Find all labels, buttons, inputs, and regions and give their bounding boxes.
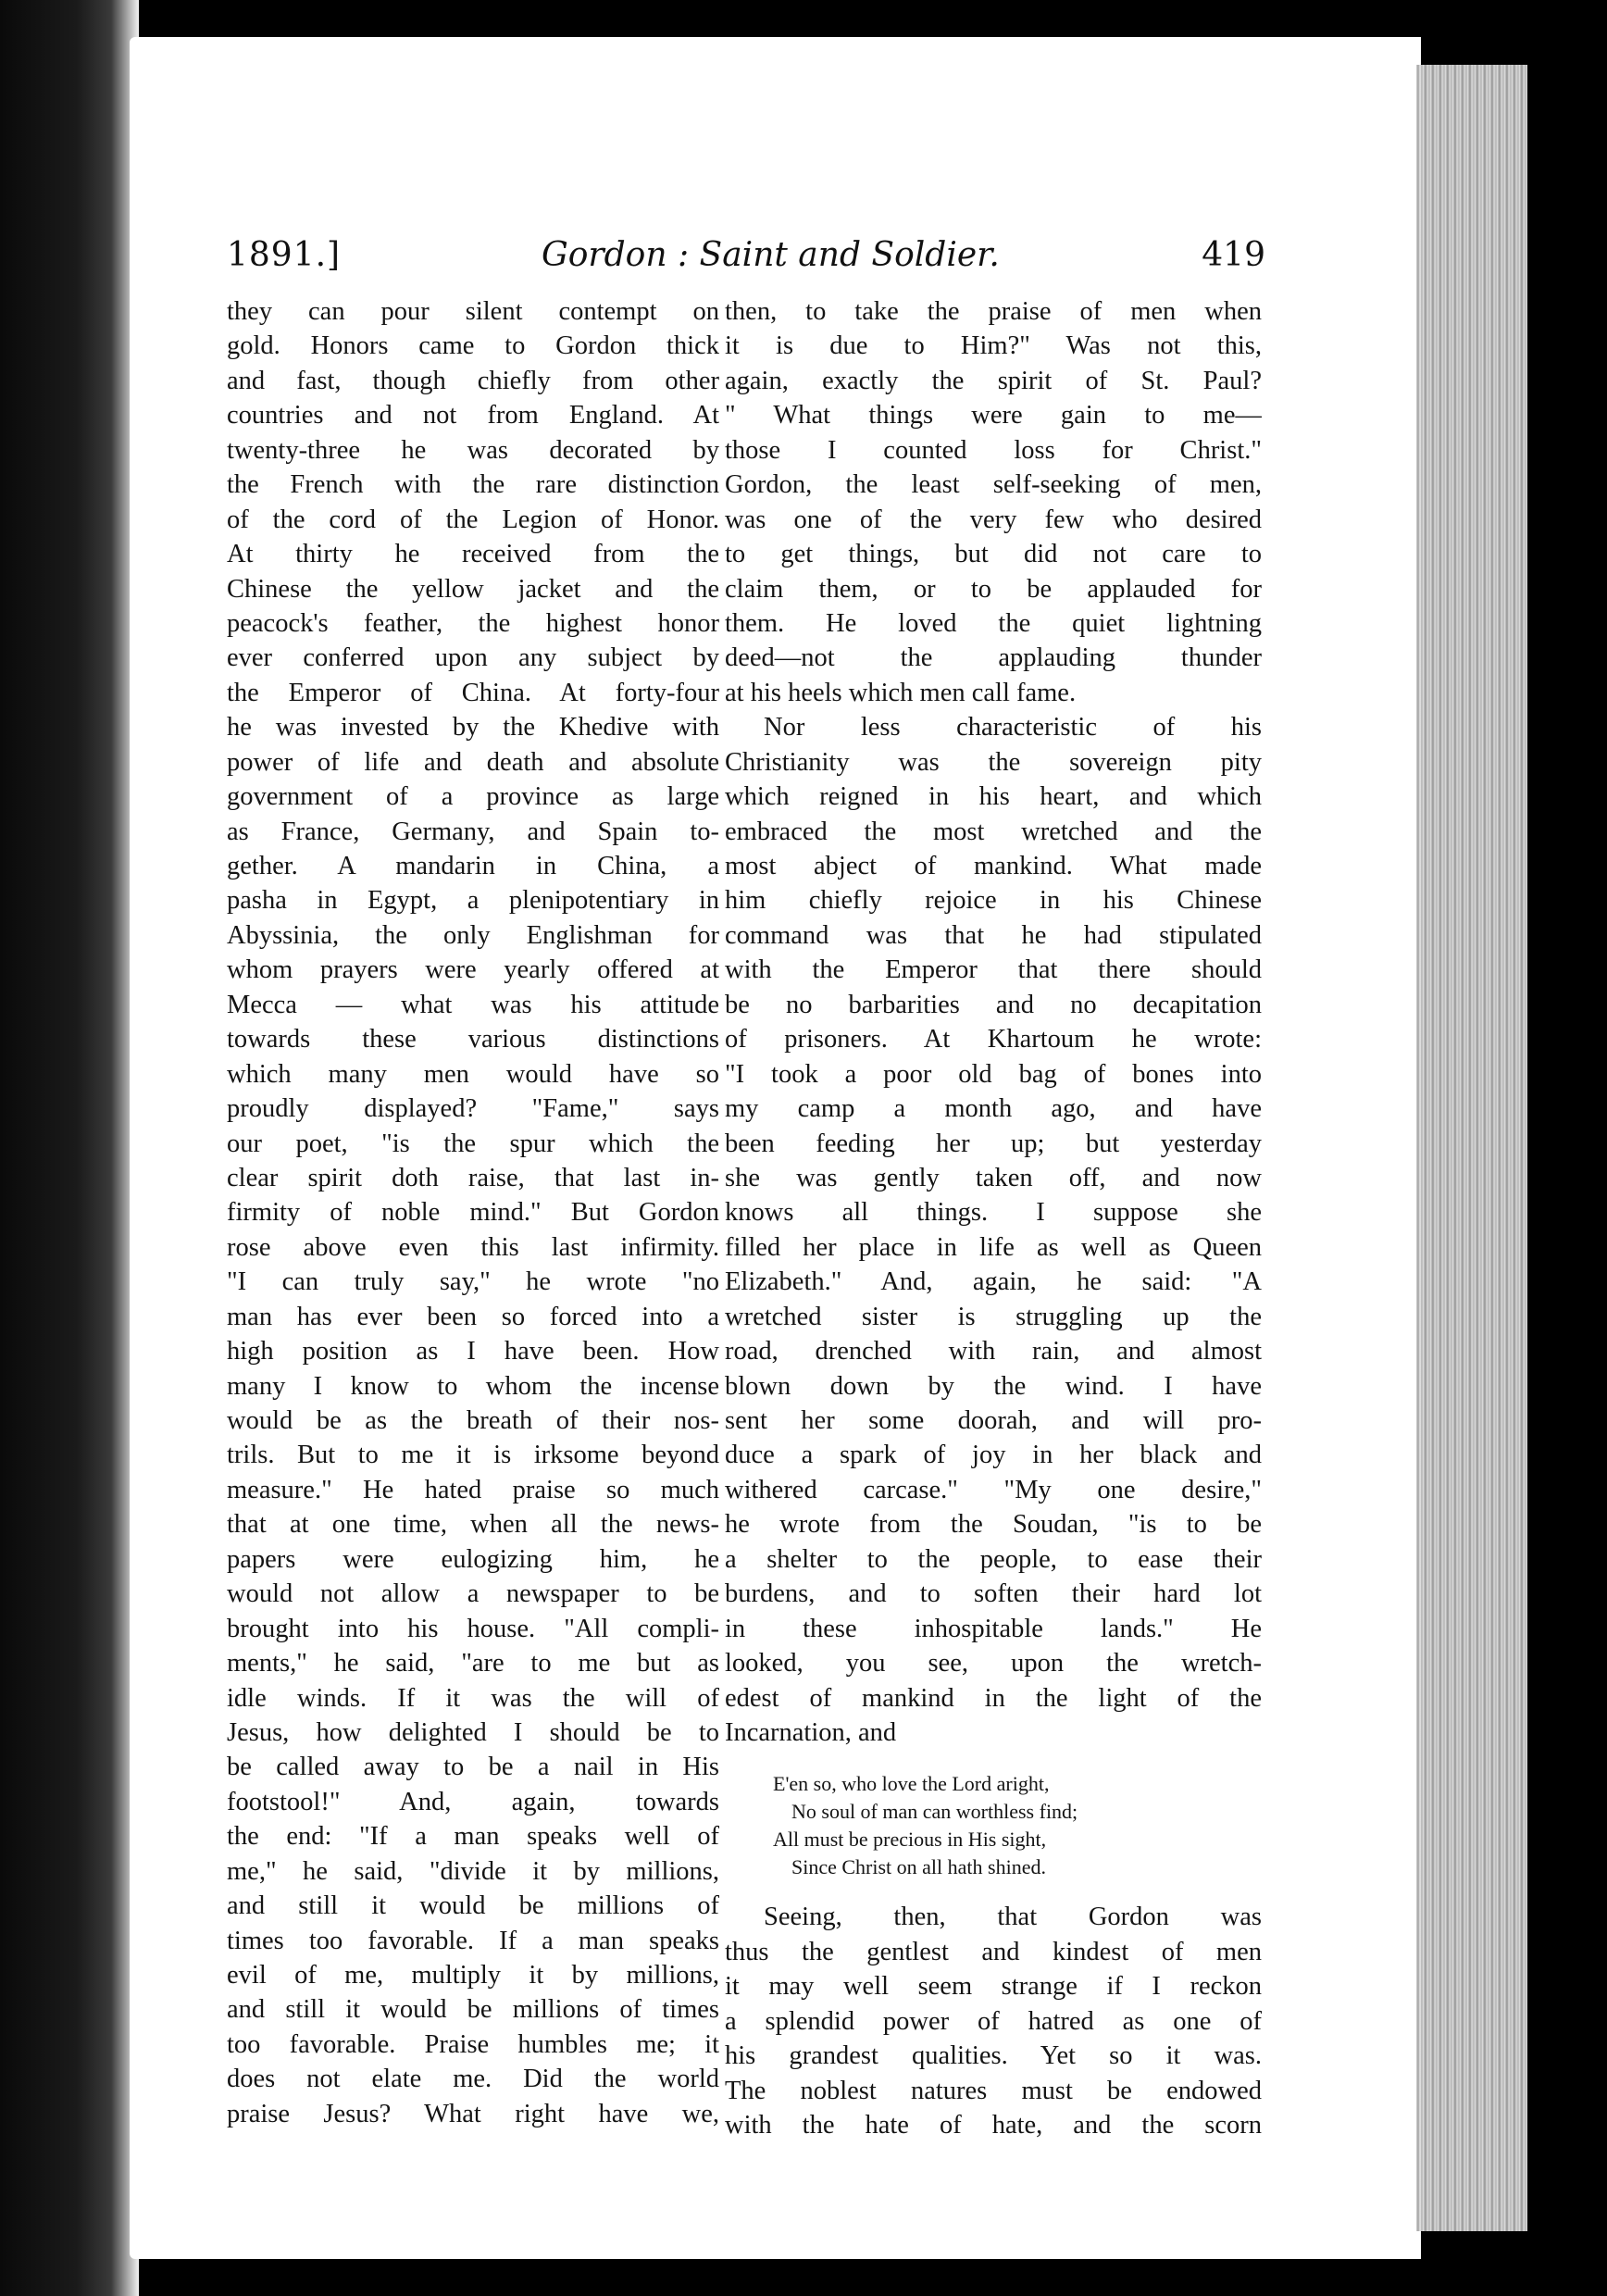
text-line: be no barbarities and no decapitation — [725, 990, 1262, 1019]
text-line: of prisoners. At Khartoum he wrote: — [725, 1025, 1262, 1054]
text-line: a shelter to the people, to ease their — [725, 1544, 1262, 1574]
text-line: Abyssinia, the only Englishman for — [227, 920, 719, 950]
text-line: he was invested by the Khedive with — [227, 713, 719, 742]
text-line: many I know to whom the incense — [227, 1371, 719, 1401]
text-line: Incarnation, and — [725, 1717, 897, 1747]
text-line: " What things were gain to me— — [725, 401, 1262, 430]
text-line: too favorable. Praise humbles me; it — [227, 2029, 719, 2059]
text-line: was one of the very few who desired — [725, 505, 1262, 534]
text-line: in these inhospitable lands." He — [725, 1614, 1262, 1643]
text-line: and fast, though chiefly from other — [227, 366, 719, 395]
text-line: Christianity was the sovereign pity — [725, 747, 1262, 777]
text-line: measure." He hated praise so much — [227, 1475, 719, 1504]
text-line: edest of mankind in the light of the — [725, 1683, 1262, 1713]
text-line: does not elate me. Did the world — [227, 2065, 719, 2094]
text-line: The noblest natures must be endowed — [725, 2076, 1262, 2105]
text-line: pasha in Egypt, a plenipotentiary in — [227, 886, 719, 916]
text-line: gold. Honors came to Gordon thick — [227, 331, 719, 361]
text-line: then, to take the praise of men when — [725, 297, 1262, 326]
text-line: ever conferred upon any subject by — [227, 643, 719, 673]
text-line: sent her some doorah, and will pro- — [725, 1406, 1262, 1435]
text-line: he wrote from the Soudan, "is to be — [725, 1510, 1262, 1540]
text-line: At thirty he received from the — [227, 540, 719, 569]
text-line: that at one time, when all the news- — [227, 1510, 719, 1540]
poem-stanza — [725, 1770, 1262, 1881]
text-line: Gordon, the least self-seeking of men, — [725, 470, 1262, 500]
text-line: Elizabeth." And, again, he said: "A — [725, 1267, 1262, 1297]
text-line: papers were eulogizing him, he — [227, 1544, 719, 1574]
text-line: road, drenched with rain, and almost — [725, 1337, 1262, 1366]
poem-line: E'en so, who love the Lord aright, — [773, 1772, 1050, 1796]
text-line: wretched sister is struggling up the — [725, 1302, 1262, 1331]
text-line: to get things, but did not care to — [725, 540, 1262, 569]
poem-line: No soul of man can worthless find; — [791, 1800, 1078, 1824]
text-line: evil of me, multiply it by millions, — [227, 1961, 719, 1990]
text-line: Jesus, how delighted I should be to — [227, 1717, 719, 1747]
text-line: "I took a poor old bag of bones into — [725, 1059, 1262, 1089]
text-line: times too favorable. If a man speaks — [227, 1926, 719, 1955]
text-line: rose above even this last infirmity. — [227, 1232, 719, 1262]
poem-line: Since Christ on all hath shined. — [791, 1855, 1046, 1879]
text-line: towards these various distinctions — [227, 1025, 719, 1054]
text-line: the Emperor of China. At forty-four — [227, 678, 719, 707]
text-line: trils. But to me it is irksome beyond — [227, 1441, 719, 1470]
text-line: they can pour silent contempt on — [227, 297, 719, 326]
text-line: duce a spark of joy in her black and — [725, 1441, 1262, 1470]
text-line: brought into his house. "All compli- — [227, 1614, 719, 1643]
text-line: proudly displayed? "Fame," says — [227, 1094, 719, 1124]
text-line: command was that he had stipulated — [725, 920, 1262, 950]
text-line: it may well seem strange if I reckon — [725, 1972, 1262, 2002]
text-line: our poet, "is the spur which the — [227, 1129, 719, 1158]
left-column — [227, 294, 719, 2131]
text-line: knows all things. I suppose she — [725, 1198, 1262, 1228]
text-line: of the cord of the Legion of Honor. — [227, 505, 719, 534]
text-line: Chinese the yellow jacket and the — [227, 574, 719, 604]
text-line: his grandest qualities. Yet so it was. — [725, 2041, 1262, 2071]
text-line: clear spirit doth raise, that last in- — [227, 1163, 719, 1192]
text-line: the French with the rare distinction — [227, 470, 719, 500]
text-line: a splendid power of hatred as one of — [725, 2006, 1262, 2036]
text-line: countries and not from England. At — [227, 401, 719, 430]
text-line: firmity of noble mind." But Gordon — [227, 1198, 719, 1228]
text-line: at his heels which men call fame. — [725, 678, 1077, 707]
text-line: burdens, and to soften their hard lot — [725, 1579, 1262, 1609]
text-line: as France, Germany, and Spain to- — [227, 817, 719, 846]
text-line: which many men would have so — [227, 1059, 719, 1089]
text-line: most abject of mankind. What made — [725, 852, 1262, 880]
text-line: them. He loved the quiet lightning — [725, 608, 1262, 638]
text-line: praise Jesus? What right have we, — [227, 2099, 719, 2128]
text-line: footstool!" And, again, towards — [227, 1787, 719, 1816]
text-line: filled her place in life as well as Queen — [725, 1232, 1262, 1262]
text-line: government of a province as large — [227, 782, 719, 812]
text-line: again, exactly the spirit of St. Paul? — [725, 366, 1262, 395]
text-line: high position as I have been. How — [227, 1337, 719, 1366]
text-line: power of life and death and absolute — [227, 747, 719, 777]
text-line: idle winds. If it was the will of — [227, 1683, 719, 1713]
text-line: twenty-three he was decorated by — [227, 435, 719, 465]
text-line: with the Emperor that there should — [725, 955, 1262, 985]
text-line: deed—not the applauding thunder — [725, 643, 1262, 673]
running-header — [227, 236, 1265, 292]
text-line: would not allow a newspaper to be — [227, 1579, 719, 1609]
text-line: would be as the breath of their nos- — [227, 1406, 719, 1435]
text-line: be called away to be a nail in His — [227, 1753, 719, 1782]
text-line: withered carcase." "My one desire," — [725, 1475, 1262, 1504]
text-line: him chiefly rejoice in his Chinese — [725, 886, 1262, 916]
text-line: thus the gentlest and kindest of men — [725, 1937, 1262, 1966]
text-line: gether. A mandarin in China, a — [227, 852, 719, 880]
text-line: Nor less characteristic of his — [764, 713, 1262, 742]
text-line: whom prayers were yearly offered at — [227, 955, 719, 985]
text-line: with the hate of hate, and the scorn — [725, 2111, 1262, 2140]
text-line: my camp a month ago, and have — [725, 1094, 1262, 1124]
text-line: ments," he said, "are to me but as — [227, 1649, 719, 1678]
text-line: blown down by the wind. I have — [725, 1371, 1262, 1401]
page-edges — [1416, 65, 1527, 2231]
text-line: claim them, or to be applauded for — [725, 574, 1262, 604]
text-line: the end: "If a man speaks well of — [227, 1822, 719, 1852]
poem-line: All must be precious in His sight, — [773, 1828, 1047, 1852]
gutter-shadow — [0, 0, 139, 2296]
text-line: peacock's feather, the highest honor — [227, 608, 719, 638]
right-column — [725, 294, 1262, 2142]
text-line: Seeing, then, that Gordon was — [764, 1903, 1262, 1932]
header-year: 1891.] — [227, 236, 342, 274]
text-line: Mecca — what was his attitude — [227, 990, 719, 1019]
text-line: which reigned in his heart, and which — [725, 782, 1262, 812]
text-line: those I counted loss for Christ." — [725, 435, 1262, 465]
text-line: she was gently taken off, and now — [725, 1163, 1262, 1192]
text-line: and still it would be millions of — [227, 1891, 719, 1921]
text-line: embraced the most wretched and the — [725, 817, 1262, 846]
page-number: 419 — [1202, 236, 1265, 274]
text-line: been feeding her up; but yesterday — [725, 1129, 1262, 1158]
text-line: man has ever been so forced into a — [227, 1302, 719, 1331]
text-line: and still it would be millions of times — [227, 1995, 719, 2025]
header-title: Gordon : Saint and Soldier. — [542, 236, 1000, 274]
text-line: it is due to Him?" Was not this, — [725, 331, 1262, 361]
text-line: me," he said, "divide it by millions, — [227, 1856, 719, 1886]
text-line: looked, you see, upon the wretch- — [725, 1649, 1262, 1678]
text-line: "I can truly say," he wrote "no — [227, 1267, 719, 1297]
